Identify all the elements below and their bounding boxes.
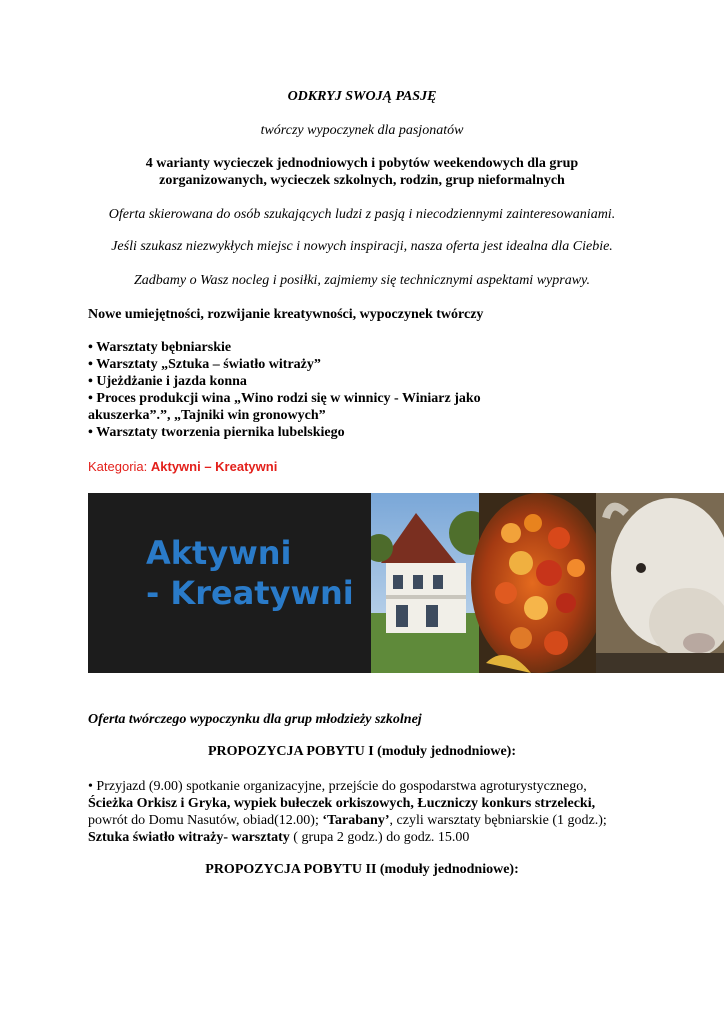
list-item: • Warsztaty „Sztuka – światło witraży”	[88, 357, 321, 372]
list-item: • Warsztaty bębniarskie	[88, 340, 232, 355]
proposal-1-body	[88, 778, 648, 846]
category-banner	[88, 493, 724, 673]
proposal-1-line3-c: , czyli warsztaty bębniarskie (1 godz.);	[389, 813, 607, 828]
category-label: Kategoria:	[88, 459, 151, 474]
proposal-1-tarabany: ‘Tarabany’	[322, 813, 390, 828]
banner-text	[146, 533, 354, 613]
proposal-1-line3-a: powrót do Domu Nasutów, obiad(12.00);	[88, 813, 323, 828]
proposal-1-line4	[88, 829, 648, 846]
banner-line1: Aktywni	[146, 534, 292, 572]
category-value: Aktywni – Kreatywni	[150, 459, 278, 474]
workshop-list	[88, 339, 648, 441]
section-title: Nowe umiejętności, rozwijanie kreatywności, wypoczynek twórczy	[88, 307, 484, 322]
proposal-1-line2: Ścieżka Orkisz i Gryka, wypiek bułeczek orkiszowych, Łuczniczy konkurs strzelecki,	[88, 796, 596, 811]
intro-paragraph-3: Zadbamy o Wasz nocleg i posiłki, zajmiemy się technicznymi aspektami wyprawy.	[134, 273, 590, 288]
list-item: akuszerka”.”, „Tajniki win gronowych”	[88, 408, 326, 423]
document-title: ODKRYJ SWOJĄ PASJĘ	[287, 89, 437, 104]
offer-heading-line1: 4 warianty wycieczek jednodniowych i pobytów weekendowych dla grup	[145, 156, 579, 171]
offer-heading-line2: zorganizowanych, wycieczek szkolnych, rodzin, grup nieformalnych	[159, 173, 565, 188]
goat-photo	[596, 493, 724, 673]
banner-photo-collage	[371, 493, 724, 673]
proposal-1-stained-glass: Sztuka światło witraży- warsztaty	[88, 830, 290, 845]
list-item: • Ujeżdżanie i jazda konna	[88, 374, 247, 389]
intro-paragraph-1: Oferta skierowana do osób szukających ludzi z pasją i niecodziennymi zainteresowaniami.	[108, 207, 616, 222]
list-item: • Proces produkcji wina „Wino rodzi się w winnicy - Winiarz jako	[88, 391, 481, 406]
proposal-2-title: PROPOZYCJA POBYTU II (moduły jednodniowe):	[205, 862, 519, 877]
offer-heading	[0, 155, 724, 189]
proposal-1-line4-b: ( grupa 2 godz.) do godz. 15.00	[289, 830, 470, 845]
list-item: • Warsztaty tworzenia piernika lubelskiego	[88, 425, 345, 440]
offer-title: Oferta twórczego wypoczynku dla grup młodzieży szkolnej	[88, 712, 422, 727]
flowers-photo	[471, 493, 607, 673]
proposal-1-line3	[88, 812, 648, 829]
intro-paragraph-2: Jeśli szukasz niezwykłych miejsc i nowych inspiracji, nasza oferta jest idealna dla Ciebie.	[111, 239, 613, 254]
document-subtitle: twórczy wypoczynek dla pasjonatów	[260, 123, 464, 138]
category-line	[88, 458, 648, 475]
banner-line2: - Kreatywni	[146, 574, 354, 612]
proposal-1-title: PROPOZYCJA POBYTU I (moduły jednodniowe):	[207, 744, 517, 759]
proposal-1-line1: • Przyjazd (9.00) spotkanie organizacyjne, przejście do gospodarstwa agroturystycznego,	[88, 779, 587, 794]
